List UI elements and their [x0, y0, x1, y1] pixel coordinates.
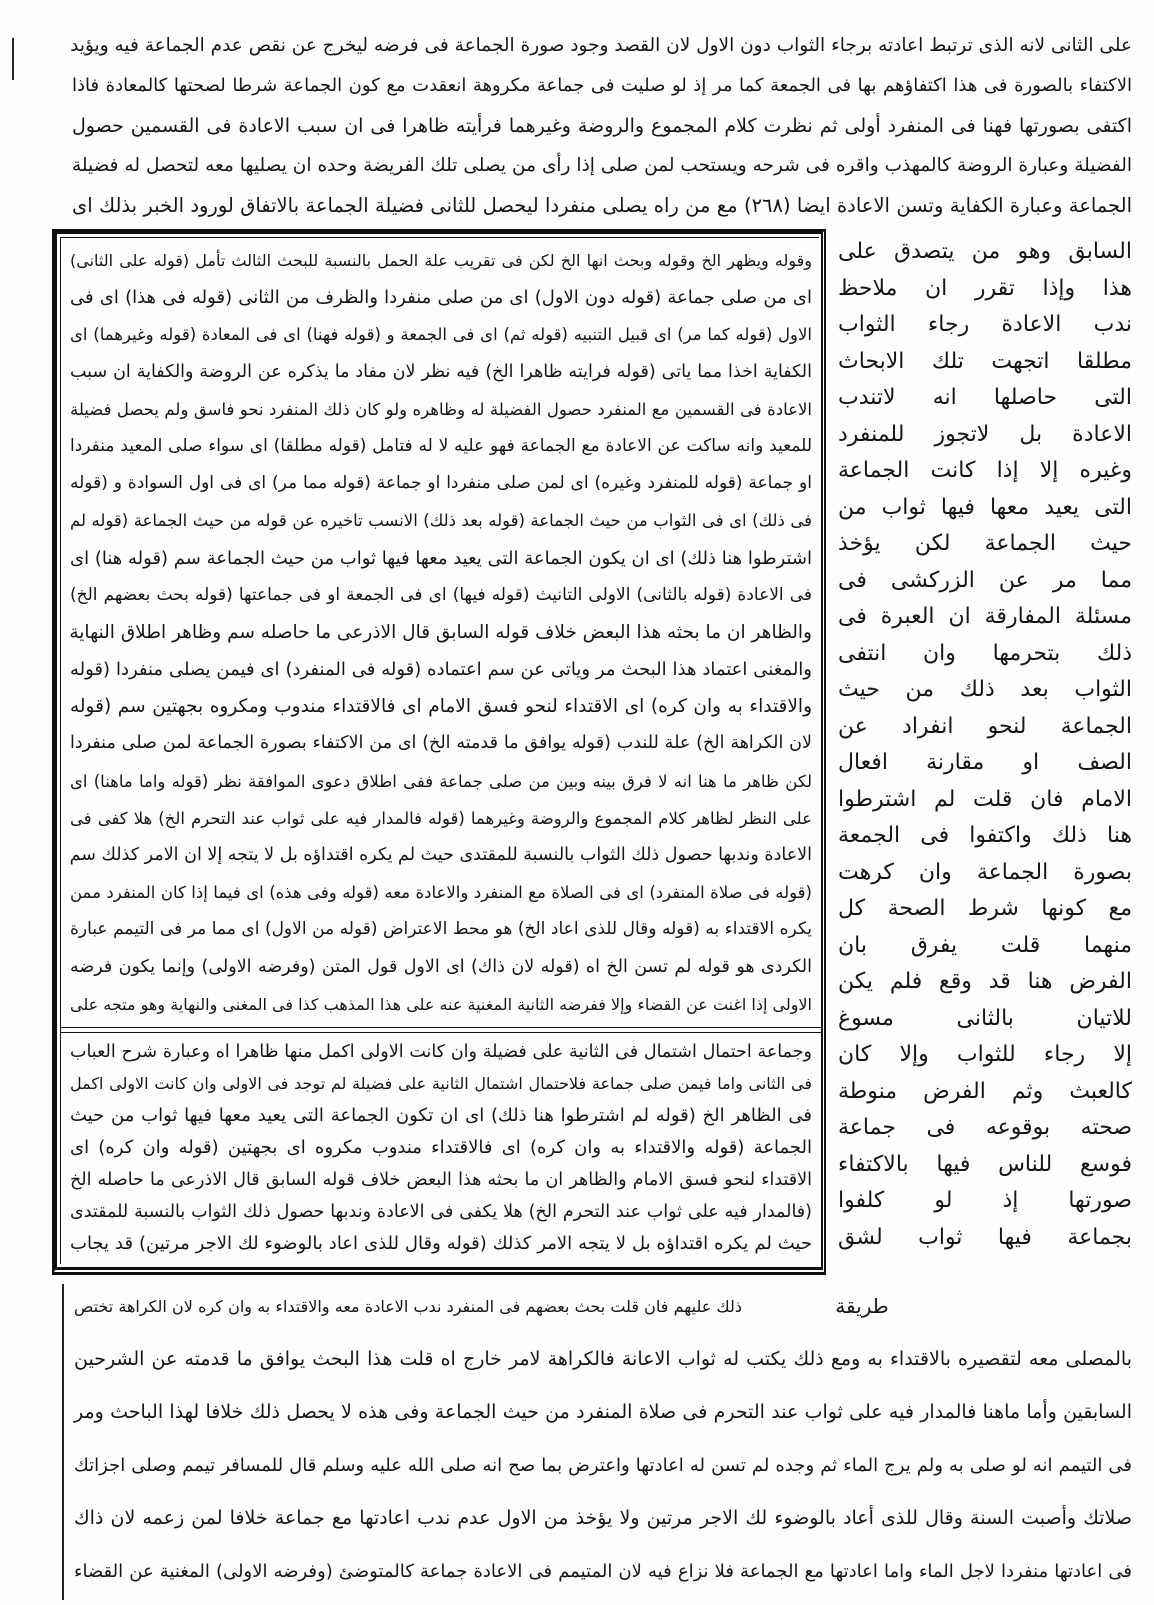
- side-text-line: كالعبث وثم الفرض منوطة: [838, 1078, 1132, 1104]
- commentary-line: فى ذلك) اى فى الثواب من حيث الجماعة (قوله بعد ذلك) الانسب تاخيره عن قوله من حيث الجماعة (قوله لم: [70, 511, 812, 531]
- commentary-line: فى الثانى واما فيمن صلى جماعة فلاحتمال اشتمال الثانية على فضيلة لم توجد فى الاولى وان كانت الاولى اكمل: [70, 1074, 812, 1093]
- side-text-line: الثواب بعد ذلك من حيث: [838, 677, 1132, 702]
- side-text-line: منهما قلت يفرق بان: [838, 932, 1132, 958]
- side-text-line: صورتها إذ لو كلفوا: [838, 1188, 1132, 1213]
- side-text-column: [834, 234, 1132, 1256]
- commentary-line: والظاهر ان ما بحثه هذا البعض خلاف قوله السابق قال الاذرعى ما حاصله سم وظاهر اطلاق النهاية: [69, 621, 812, 643]
- commentary-line: فى الاعادة (قوله بالثانى) الاولى التانيث (قوله فيها) اى فى الجمعة او فى جماعتها (قوله بحث بعضهم الخ): [70, 584, 812, 605]
- side-text-line: الامام فان قلت لم اشترطوا: [838, 786, 1132, 812]
- commentary-line: الاولى إذا اغنت عن القضاء وإلا ففرضه الثانية المغنية عنه على هذا المذهب كذا فى المغنى والنهاية وهو متجه على: [70, 994, 812, 1014]
- commentary-line: وجماعة احتمال اشتمال فى الثانية على فضيلة وان كانت الاولى اكمل منها ظاهرا اه وعبارة شرح العباب: [70, 1042, 812, 1062]
- bottom-text-line: السابقين وأما ماهنا فالمدار فيه على ثواب عند التحرم فى صلاة المنفرد من حيث الجماعة وفى هذه لا يحصل ذلك خلافا لهذا الباحث ومر: [74, 1401, 1132, 1423]
- top-text-line: الفضيلة وعبارة الروضة كالمهذب واقره فى شرحه ويستحب لمن صلى إذا رأى من يصلى تلك الفريضة وحده ان يصليها معه لتحصل له فضيلة: [72, 155, 1132, 176]
- commentary-line: وقوله ويظهر الخ وقوله وبحث انها الخ لكن فى تقريب علة الحمل بالنسبة للبحث الثالث تأمل (قوله على الثانى): [70, 251, 812, 270]
- side-text-line: ندب الاعادة رجاء الثواب: [838, 312, 1132, 337]
- side-text-line: هذا وإذا تقرر ان ملاحظ: [838, 275, 1132, 301]
- commentary-line: الجماعة (قوله والاقتداء به وان كره) اى فالاقتداء مندوب مكروه اى بجهتين (قوله وان كره) اى: [70, 1137, 812, 1158]
- side-text-line: مما مر عن الزركشى فى: [838, 567, 1132, 593]
- commentary-line: والمغنى اعتماد هذا البحث مر وياتى عن سم اعتماده (قوله فى المنفرد) اى فيمن يصلى منفردا (قوله: [70, 659, 812, 681]
- section-divider: [60, 1027, 821, 1033]
- commentary-line: اى من صلى جماعة (قوله دون الاول) اى من صلى منفردا والظرف من الثانى (قوله فى هذا) اى فى: [70, 287, 812, 309]
- side-text-line: مطلقا اتجهت تلك الابحاث: [838, 348, 1132, 374]
- side-text-line: مسئلة المفارقة ان العبرة فى: [838, 604, 1132, 629]
- commentary-line: فى الظاهر الخ (قوله لم اشترطوا هنا ذلك) اى ان تكون الجماعة التى يعيد معها فيها ثواب من حيث: [70, 1105, 812, 1126]
- top-text-block: [68, 26, 1132, 226]
- bottom-text-block: [70, 1280, 1132, 1598]
- marginal-word: طريقة: [835, 1294, 889, 1318]
- commentary-line: (فالمدار فيه على ثواب عند التحرم الخ) هلا يكفى فى الاعادة وندبها حصول ذلك الثواب بالنسبة للمقتدى: [70, 1202, 812, 1222]
- top-text-line: الاكتفاء بالصورة فى هذا اكتفاؤهم بها فى الجمعة كما مر إذ لو صليت فى جماعة مكروهة انعقدت مع كون الجماعة شرطا لصحتها كالمعادة فاذا: [72, 75, 1132, 96]
- side-text-line: التى يعيد معها فيها ثواب من: [838, 494, 1132, 520]
- commentary-line: والاقتداء به وان كره) اى الاقتداء لنحو فسق الامام اى فالاقتداء مندوب ومكروه بجهتين سم (قوله: [70, 696, 812, 718]
- commentary-line: لان الكراهة الخ) علة للندب (قوله يوافق ما قدمته الخ) اى من الاكتفاء بصورة الجماعة لمن صلى منفردا: [70, 733, 812, 754]
- top-text-line: اكتفى بصورتها فهنا فى المنفرد أولى ثم نظرت كلام المجموع والروضة وغيرهما فرأيته ظاهرا فى ان سبب الاعادة فى القسمين حصول: [72, 115, 1132, 137]
- side-text-line: فوسع للناس فيها بالاكتفاء: [838, 1151, 1132, 1177]
- side-text-line: وغيره إلا إذا كانت الجماعة: [838, 458, 1132, 483]
- side-text-line: للاتيان بالثانى مسوغ: [838, 1005, 1132, 1031]
- side-text-line: الجماعة لنحو انفراد عن: [838, 713, 1132, 739]
- top-text-line: على الثانى لانه الذى ترتبط اعادته برجاء الثواب دون الاول لان القصد وجود صورة الجماعة فى فرضه ليخرج عن نقص عدم الجماعة فيه ويؤيد: [70, 35, 1132, 56]
- commentary-line: على النظر لظاهر كلام المجموع والروضة وغيرهما (قوله فالمدار فيه على ثواب عند التحرم الخ) هلا كفى فى: [70, 808, 812, 828]
- commentary-line: لكن ظاهر ما هنا انه لا فرق بينه وبين من صلى جماعة ففى اطلاق دعوى الموافقة نظر (قوله واما ماهنا) اى: [70, 771, 812, 791]
- side-text-line: التى حاصلها انه لاتندب: [838, 385, 1132, 410]
- top-text-line: الجماعة وعبارة الكفاية وتسن الاعادة ايضا (٢٦٨) مع من راه يصلى منفردا ليحصل للثانى فضيلة الجماعة بالاتفاق لورود الخبر بذلك اى: [72, 194, 1132, 217]
- commentary-line: الاعادة وندبها حصول ذلك الثواب بالنسبة للمقتدى حيث لم يكره اقتداؤه بل لا يتجه إلا ان الامر كذلك سم: [69, 845, 812, 865]
- commentary-line: للمعيد وانه ساكت عن الاعادة مع الجماعة فهو عليه لا له فتامل (قوله مطلقا) اى سواء صلى المعيد منفردا: [70, 435, 812, 456]
- commentary-upper-block: [66, 242, 812, 1023]
- bottom-text-line: ذلك عليهم فان قلت بحث بعضهم فى المنفرد ندب الاعادة معه والاقتداء به وان كره لان الكراهة تختص: [74, 1297, 742, 1316]
- side-text-line: ذلك بتحرمها وان انتفى: [838, 640, 1132, 666]
- side-text-line: بصورة الجماعة وان كرهت: [838, 859, 1132, 885]
- bottom-text-line: بالمصلى معه لتقصيره بالاقتداء به ومع ذلك يكتب له ثواب الاعانة فالكراهة لامر خارج اه قلت هذا البحث يوافق ما قدمته عن الشرحين: [74, 1348, 1132, 1370]
- bottom-text-line: فى التيمم انه لو صلى به ولم يرج الماء ثم وجده لم تسن له اعادتها واعترض بما صح انه صلى الله عليه وسلم قال للمسافر تيمم وصلى اجزاتك: [74, 1455, 1132, 1476]
- side-text-line: السابق وهو من يتصدق على: [838, 239, 1132, 264]
- commentary-line: الاعادة فى القسمين مع المنفرد حصول الفضيلة له وظاهره ولو كان ذلك المنفرد نحو فاسق ولم يحصل فضيلة: [70, 399, 812, 419]
- side-text-line: هنا ذلك واكتفوا فى الجمعة: [838, 823, 1132, 848]
- side-text-line: صحته بوقوعه فى جماعة: [838, 1115, 1132, 1140]
- commentary-line: الاول (قوله كما مر) اى قبيل التنبيه (قوله ثم) اى فى الجمعة و (قوله فهنا) اى فى المعادة (قوله وغيرهما) اى: [70, 325, 812, 345]
- side-text-line: بجماعة فيها ثواب لشق: [838, 1224, 1132, 1250]
- bottom-text-line: صلاتك وأصبت السنة وقال للذى أعاد بالوضوء لك الاجر مرتين ولا يؤخذ من الاول عدم ندب اعادتها مع جماعة خلافا لمن زعمه لان ذاك: [74, 1507, 1132, 1529]
- commentary-line: او جماعة (قوله للمنفرد وغيره) اى لمن صلى منفردا او جماعة (قوله مما مر) اى فى اول السوادة و (قوله: [70, 473, 812, 494]
- side-text-line: مع كونها شرط الصحة كل: [838, 896, 1132, 921]
- bottom-margin-rule: [62, 1284, 64, 1600]
- side-text-line: الصف او مقارنة افعال: [838, 750, 1132, 775]
- commentary-line: حيث لم يكره اقتداؤه بل لا يتجه الامر كذلك (قوله وقال للذى اعاد بالوضوء لك الاجر مرتين) قد يجاب: [70, 1233, 812, 1254]
- commentary-line: الاقتداء لنحو فسق الامام والظاهر ان ما بحثه هذا البعض خلاف قوله السابق قال الاذرعى ما حاصله الخ: [70, 1170, 812, 1190]
- side-text-line: حيث الجماعة لكن يؤخذ: [838, 531, 1132, 556]
- commentary-line: الكفاية اخذا مما ياتى (قوله فرايته ظاهرا الخ) فيه نظر لان مفاد ما يذكره عن الروضة والكفاية ان سبب: [70, 361, 812, 382]
- margin-mark: [12, 38, 14, 80]
- bottom-text-line: فى اعادتها منفردا لاجل الماء واما اعادتها مع الجماعة فلا نزاع فيه لان المتيمم فى الاعادة جماعة كالمتوضئ (وفرضه الاولى) المغنية عن القضاء: [74, 1561, 1132, 1582]
- bottom-first-row: [70, 1280, 1132, 1333]
- side-text-line: إلا رجاء للثواب وإلا كان: [838, 1042, 1132, 1067]
- commentary-line: اشترطوا هنا ذلك) اى ان يكون الجماعة التى يعيد معها فيها ثواب من حيث الجماعة سم (قوله هنا) اى: [70, 547, 812, 569]
- side-text-line: الفرض هنا قد وقع فلم يكن: [838, 969, 1132, 994]
- commentary-line: يكره الاقتداء به (قوله وقال للذى اعاد الخ) هو محط الاعتراض (قوله من الاول) اى مما مر فى التيمم عبارة: [70, 919, 812, 940]
- commentary-line: (قوله فى صلاة المنفرد) اى فى الصلاة مع المنفرد والاعادة معه (قوله وفى هذه) اى فيما إذا كان المنفرد ممن: [70, 883, 812, 903]
- commentary-line: الكردى هو قوله لم تسن الخ اه (قوله لان ذاك) اى الاول قول المتن (وفرضه الاولى) وإنما يكون فرضه: [70, 956, 812, 977]
- commentary-lower-block: [66, 1036, 812, 1260]
- side-text-line: الاعادة بل لاتجوز للمنفرد: [838, 421, 1132, 447]
